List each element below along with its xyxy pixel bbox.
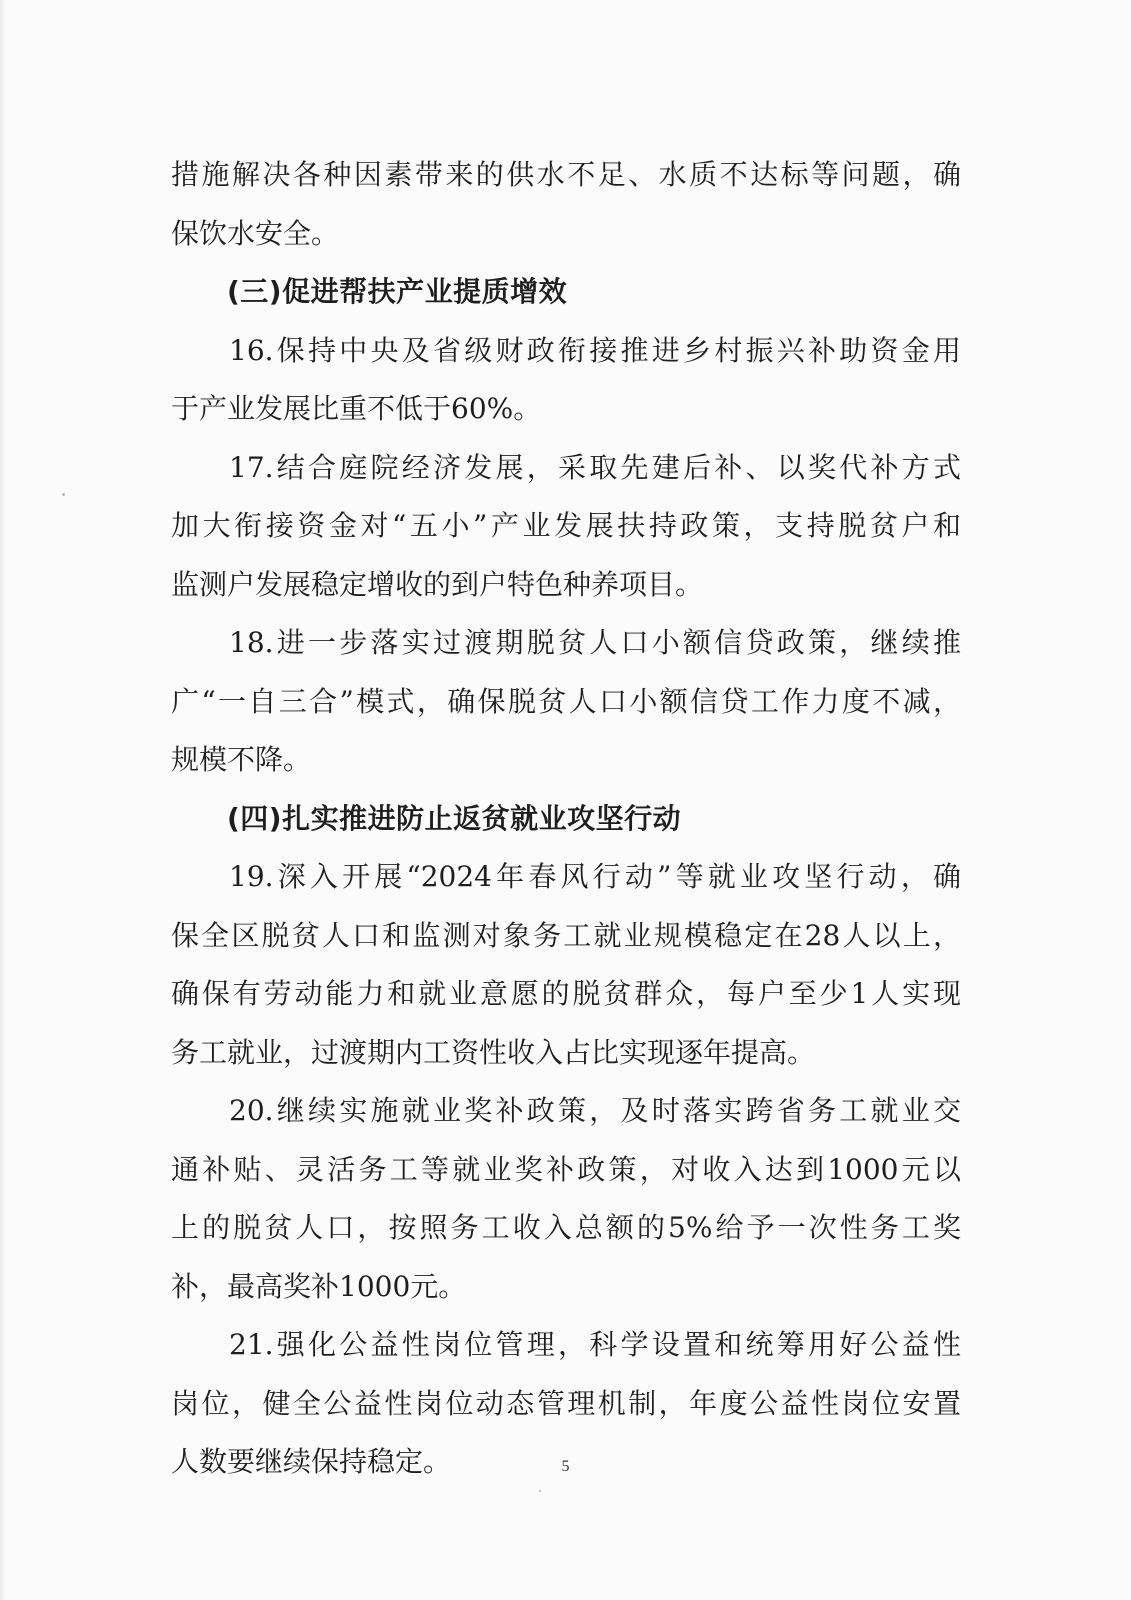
body-line: 监测户发展稳定增收的到户特色种养项目。 <box>171 567 704 601</box>
body-line: 保全区脱贫人口和监测对象务工就业规模稳定在28人以上， <box>171 918 961 952</box>
scan-speck <box>62 493 65 496</box>
page-number: 5 <box>561 1458 570 1475</box>
body-line: 通补贴、灵活务工等就业奖补政策，对收入达到1000元以 <box>171 1152 961 1186</box>
section-heading: (三)促进帮扶产业提质增效 <box>227 275 568 308</box>
body-line: 岗位，健全公益性岗位动态管理机制，年度公益性岗位安置 <box>171 1386 961 1420</box>
body-line: 18.进一步落实过渡期脱贫人口小额信贷政策，继续推 <box>229 626 961 659</box>
body-line: 规模不降。 <box>171 743 312 776</box>
section-heading: (四)扎实推进防止返贫就业攻坚行动 <box>227 801 682 835</box>
body-line: 人数要继续保持稳定。 <box>171 1445 452 1478</box>
body-line: 广“一自三合”模式，确保脱贫人口小额信贷工作力度不减， <box>171 684 961 718</box>
body-line: 21.强化公益性岗位管理，科学设置和统筹用好公益性 <box>229 1328 961 1361</box>
body-line: 加大衔接资金对“五小”产业发展扶持政策，支持脱贫户和 <box>171 509 961 542</box>
scan-edge-shadow <box>0 0 6 1600</box>
body-line: 补，最高奖补1000元。 <box>171 1269 467 1303</box>
body-line: 于产业发展比重不低于60%。 <box>171 392 542 425</box>
body-line: 措施解决各种因素带来的供水不足、水质不达标等问题，确 <box>171 158 961 191</box>
body-line: 19.深入开展“2024年春风行动”等就业攻坚行动，确 <box>229 860 961 893</box>
body-line: 20.继续实施就业奖补政策，及时落实跨省务工就业交 <box>229 1094 961 1127</box>
body-line: 17.结合庭院经济发展，采取先建后补、以奖代补方式 <box>229 450 961 484</box>
document-body <box>171 146 961 1492</box>
body-line: 保饮水安全。 <box>171 216 340 250</box>
body-line: 确保有劳动能力和就业意愿的脱贫群众，每户至少1人实现 <box>171 977 961 1010</box>
body-line: 务工就业，过渡期内工资性收入占比实现逐年提高。 <box>171 1035 816 1069</box>
body-line: 16.保持中央及省级财政衔接推进乡村振兴补助资金用 <box>229 333 961 367</box>
body-line: 上的脱贫人口，按照务工收入总额的5%给予一次性务工奖 <box>171 1211 961 1244</box>
